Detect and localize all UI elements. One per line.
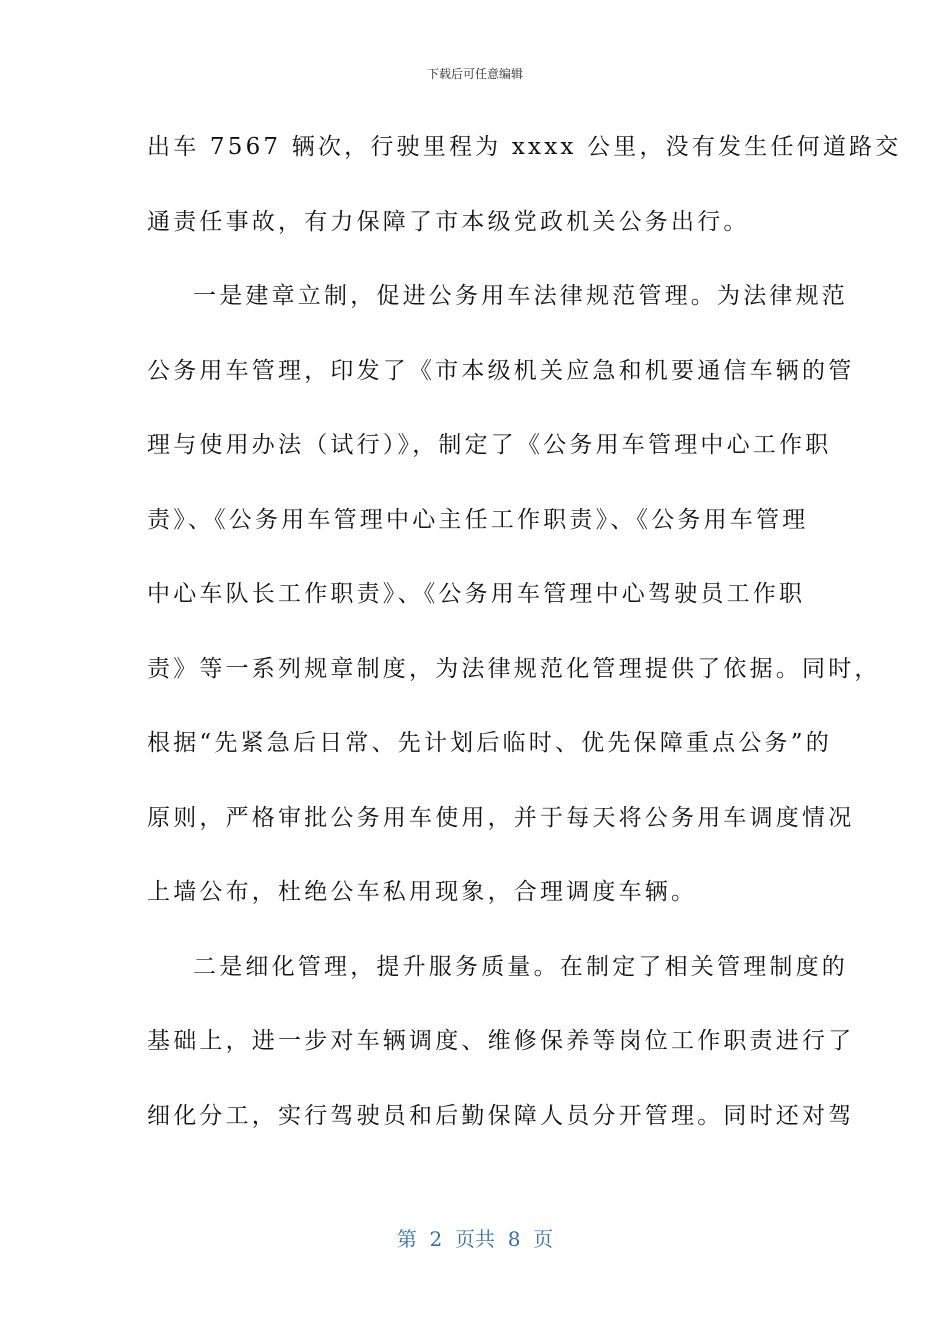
text-line: 责》、《公务用车管理中心主任工作职责》、《公务用车管理 [147,506,809,533]
text-line: 根据“先紧急后日常、先计划后临时、优先保障重点公务”的 [147,730,832,756]
text-line: 理与使用办法（试行）》，制定了《公务用车管理中心工作职 [147,432,832,458]
text-line-paragraph-start: 一是建章立制，促进公务用车法律规范管理。为法律规范 [193,283,848,309]
page-header: 下载后可任意编辑 [426,67,523,81]
page-number-footer: 第 2 页共 8 页 [396,1227,554,1251]
text-line: 出车 7567 辆次，行驶里程为 xxxx 公里，没有发生任何道路交 [147,134,902,160]
text-line: 中心车队长工作职责》、《公务用车管理中心驾驶员工作职 [147,581,806,607]
text-line: 细化分工，实行驾驶员和后勤保障人员分开管理。同时还对驾 [147,1102,855,1129]
document-body [147,124,902,1167]
text-line: 上墙公布，杜绝公车私用现象，合理调度车辆。 [147,879,698,905]
text-line: 通责任事故，有力保障了市本级党政机关公务出行。 [147,208,750,235]
text-line-paragraph-start: 二是细化管理，提升服务质量。在制定了相关管理制度的 [193,953,848,980]
text-line: 基础上，进一步对车辆调度、维修保养等岗位工作职责进行了 [147,1028,855,1054]
text-line: 公务用车管理，印发了《市本级机关应急和机要通信车辆的管 [147,357,855,384]
text-line: 责》等一系列规章制度，为法律规范化管理提供了依据。同时， [147,655,881,682]
text-line: 原则，严格审批公务用车使用，并于每天将公务用车调度情况 [147,804,855,831]
